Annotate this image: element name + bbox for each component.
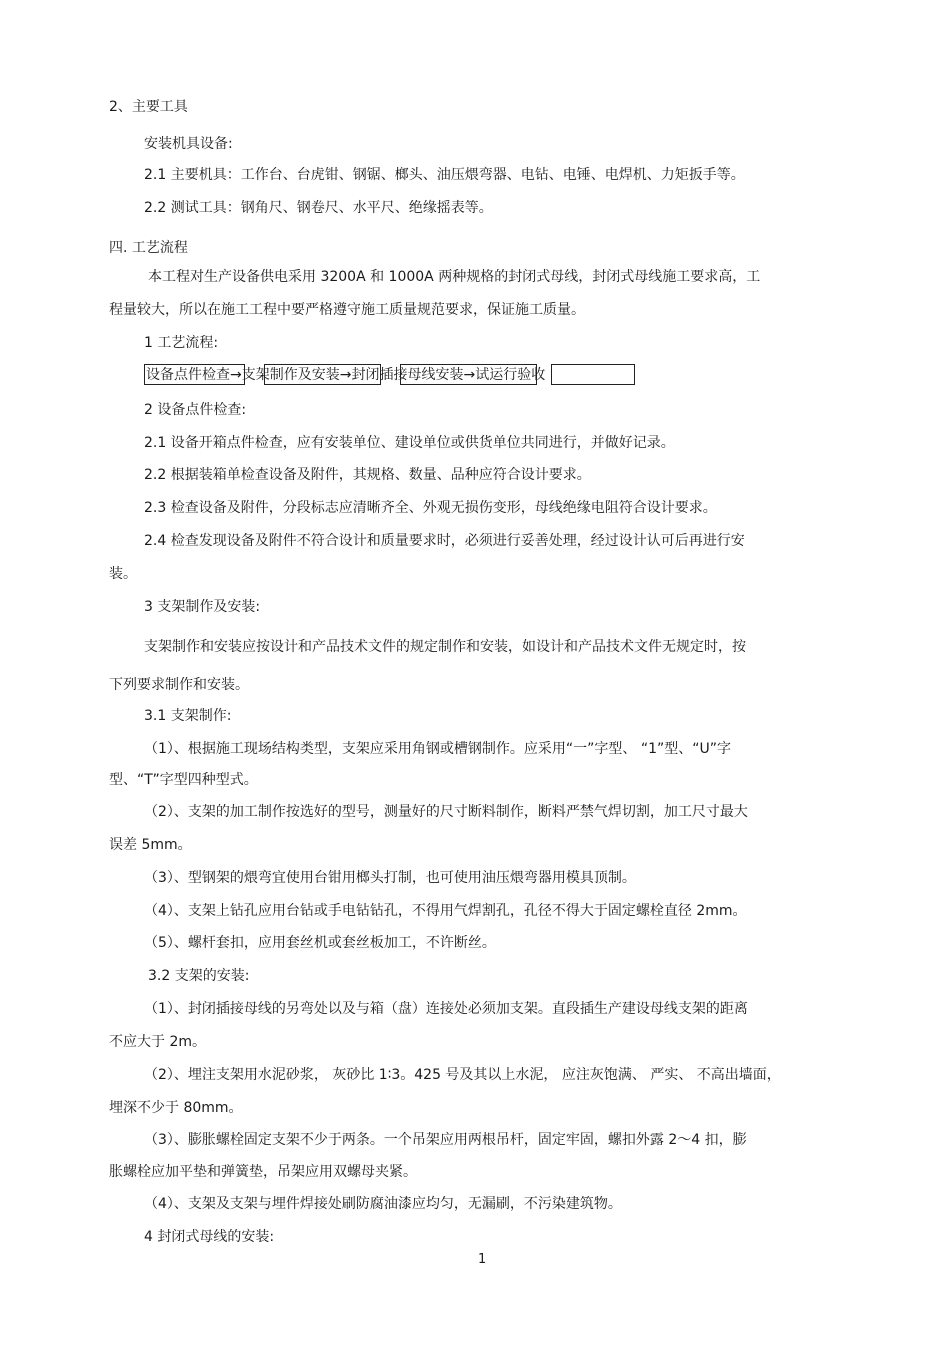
bracket-install-3-line1: （3）、膨胀螺栓固定支架不少于两条。一个吊架应用两根吊杆，固定牢固，螺扣外露 2～4 扣，膨 [144,1132,747,1148]
bracket-install-3-line2: 胀螺栓应加平垫和弹簧垫，吊架应用双螺母夹紧。 [109,1164,417,1180]
equipment-title: 安装机具设备: [144,136,233,152]
check-item-2-1: 2.1 设备开箱点件检查，应有安装单位、建设单位或供货单位共同进行，并做好记录。 [144,435,675,451]
bracket-install-4: （4）、支架及支架与埋件焊接处刷防腐油漆应均匀，无漏刷，不污染建筑物。 [144,1196,622,1212]
flow-box-acceptance [551,364,635,385]
item-test-tools: 2.2 测试工具：钢角尺、钢卷尺、水平尺、绝缘摇表等。 [144,200,493,216]
bracket-make-2-line1: （2）、支架的加工制作按选好的型号，测量好的尺寸断料制作，断料严禁气焊切割，加工尺寸最大 [144,804,748,820]
bracket-install-1-line2: 不应大于 2m。 [109,1034,206,1050]
check-item-2-4-line1: 2.4 检查发现设备及附件不符合设计和质量要求时，必须进行妥善处理，经过设计认可后再进行安 [144,533,745,549]
bracket-install-title: 3.2 支架的安装: [148,968,250,984]
bracket-make-1-line1: （1）、根据施工现场结构类型，支架应采用角钢或槽钢制作。应采用“一”字型、 “1”型、“U”字 [144,741,732,757]
busbar-title: 4 封闭式母线的安装: [144,1229,275,1245]
bracket-make-title: 3.1 支架制作: [144,708,232,724]
section-heading-process: 四. 工艺流程 [109,240,188,256]
bracket-install-2-line2: 埋深不少于 80mm。 [109,1100,243,1116]
item-main-tools: 2.1 主要机具：工作台、台虎钳、钢锯、榔头、油压煨弯器、电钻、电锤、电焊机、力矩扳手等。 [144,167,745,183]
process-intro-line2: 程量较大，所以在施工工程中要严格遵守施工质量规范要求，保证施工质量。 [109,302,585,318]
flow-text: 设备点件检查→支架制作及安装→封闭插接母线安装→试运行验收 [146,367,546,383]
bracket-install-2-line1: （2）、埋注支架用水泥砂浆， 灰砂比 1∶3。425 号及其以上水泥， 应注灰饱满、 严实、 不高出墙面， [144,1067,781,1083]
bracket-install-1-line1: （1）、封闭插接母线的另弯处以及与箱（盘）连接处必须加支架。直段插生产建设母线支架的距离 [144,1001,748,1017]
bracket-title: 3 支架制作及安装: [144,599,261,615]
bracket-make-5: （5）、螺杆套扣，应用套丝机或套丝板加工，不许断丝。 [144,935,496,951]
bracket-intro-line2: 下列要求制作和安装。 [109,677,249,693]
process-intro-line1: 本工程对生产设备供电采用 3200A 和 1000A 两种规格的封闭式母线，封闭式母线施工要求高，工 [148,269,761,285]
check-item-2-2: 2.2 根据装箱单检查设备及附件，其规格、数量、品种应符合设计要求。 [144,467,591,483]
bracket-make-3: （3）、型钢架的煨弯宜使用台钳用榔头打制，也可使用油压煨弯器用模具顶制。 [144,870,636,886]
flow-title: 1 工艺流程: [144,335,219,351]
bracket-make-2-line2: 误差 5mm。 [109,837,192,853]
section-heading-tools: 2、主要工具 [109,99,188,115]
bracket-make-1-line2: 型、“T”字型四种型式。 [109,772,258,788]
check-item-2-3: 2.3 检查设备及附件，分段标志应清晰齐全、外观无损伤变形，母线绝缘电阻符合设计要求。 [144,500,717,516]
bracket-intro-line1: 支架制作和安装应按设计和产品技术文件的规定制作和安装，如设计和产品技术文件无规定时，按 [144,639,746,655]
page-number: 1 [478,1252,487,1267]
check-title: 2 设备点件检查: [144,402,247,418]
check-item-2-4-line2: 装。 [109,566,137,582]
bracket-make-4: （4）、支架上钻孔应用台钻或手电钻钻孔，不得用气焊割孔，孔径不得大于固定螺栓直径 2mm。 [144,903,747,919]
